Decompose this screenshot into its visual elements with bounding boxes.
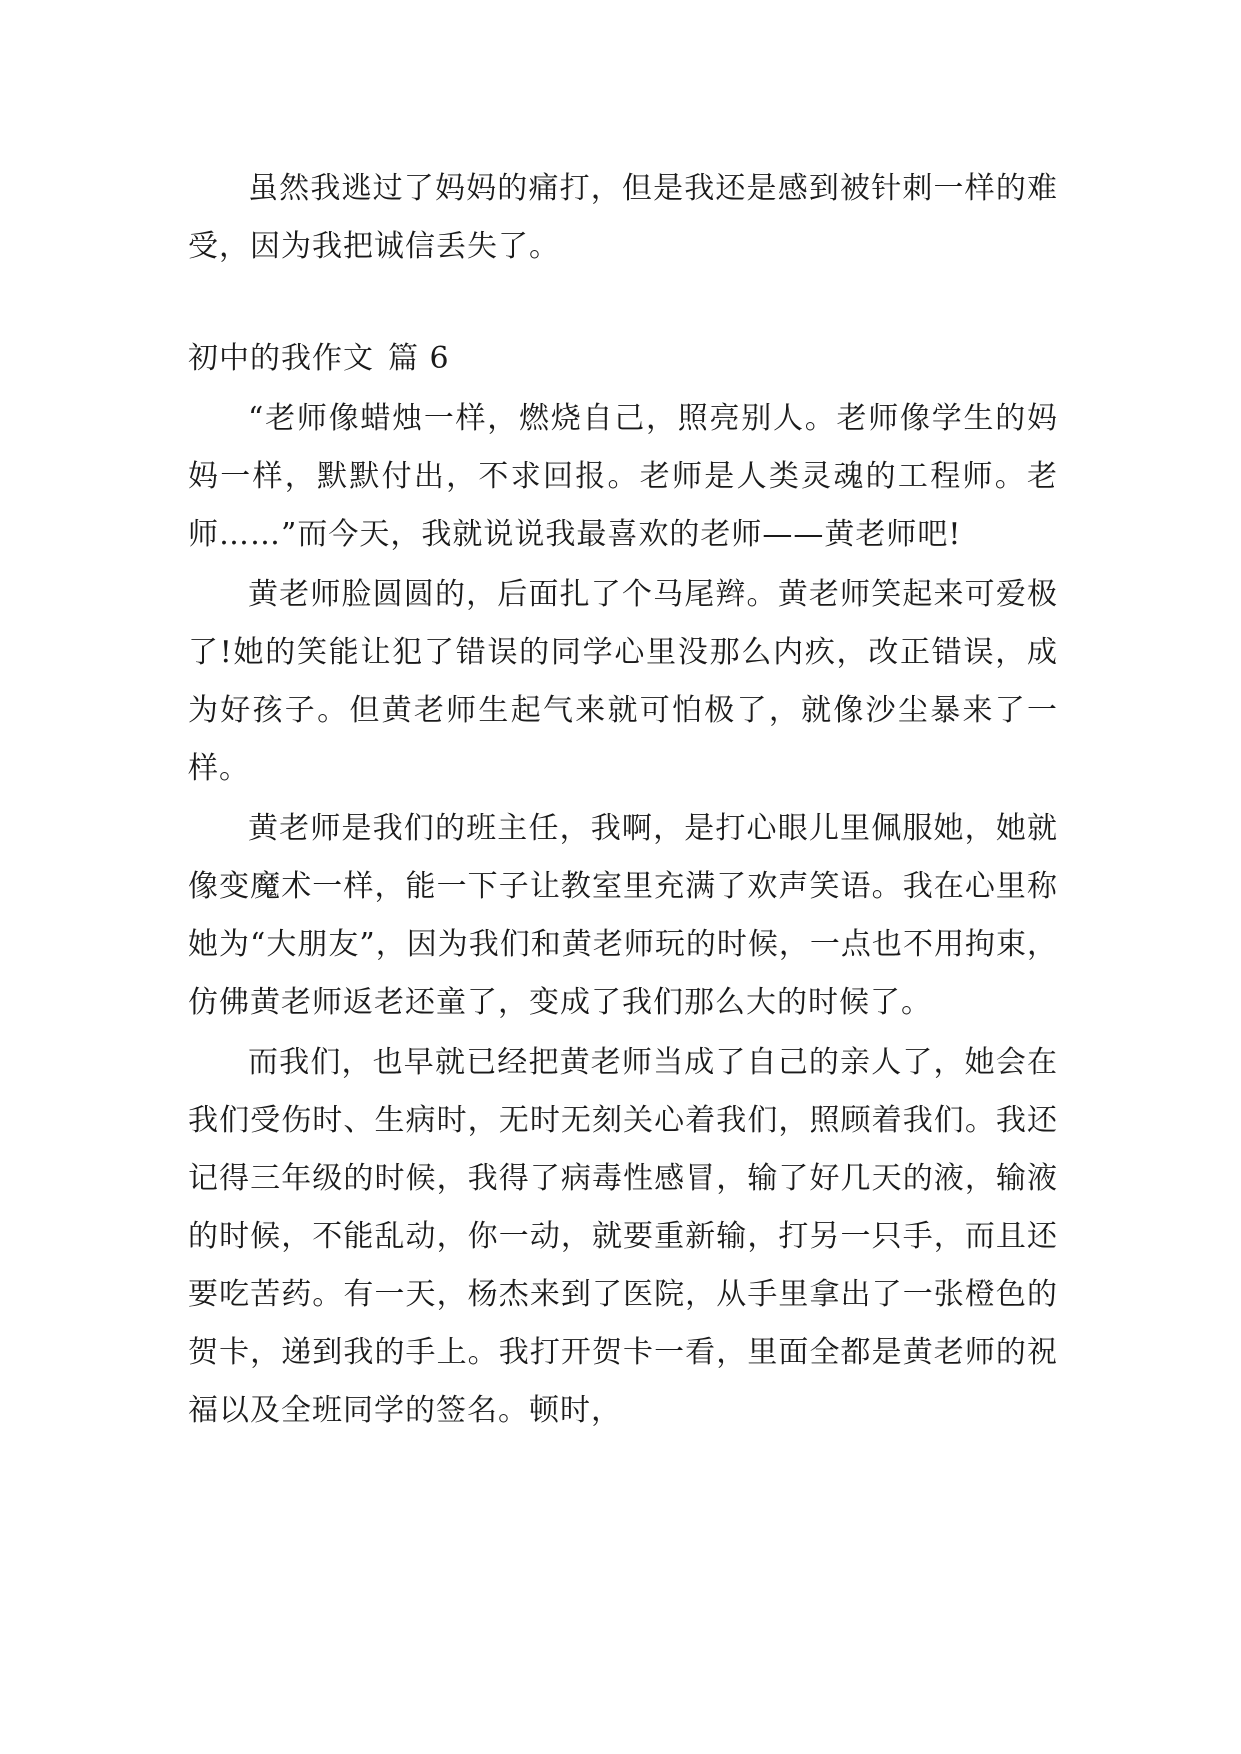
body-paragraph: 黄老师脸圆圆的，后面扎了个马尾辫。黄老师笑起来可爱极了!她的笑能让犯了错误的同学心里没那么内疚，改正错误，成为好孩子。但黄老师生起气来就可怕极了，就像沙尘暴来了一样。	[188, 577, 1058, 786]
section-heading	[188, 330, 1058, 388]
body-paragraph: “老师像蜡烛一样，燃烧自己，照亮别人。老师像学生的妈妈一样，默默付出，不求回报。老师是人类灵魂的工程师。老师……”而今天，我就说说我最喜欢的老师——黄老师吧!	[188, 401, 1058, 552]
body-paragraph: 黄老师是我们的班主任，我啊，是打心眼儿里佩服她，她就像变魔术一样，能一下子让教室里充满了欢声笑语。我在心里称她为“大朋友”，因为我们和黄老师玩的时候，一点也不用拘束，仿佛黄老师返老还童了，变成了我们那么大的时候了。	[188, 811, 1058, 1020]
intro-paragraph: 虽然我逃过了妈妈的痛打，但是我还是感到被针刺一样的难受，因为我把诚信丢失了。	[188, 171, 1058, 264]
document-body	[188, 160, 1058, 1440]
body-paragraph: 而我们，也早就已经把黄老师当成了自己的亲人了，她会在我们受伤时、生病时，无时无刻关心着我们，照顾着我们。我还记得三年级的时候，我得了病毒性感冒，输了好几天的液，输液的时候，不能乱动，你一动，就要重新输，打另一只手，而且还要吃苦药。有一天，杨杰来到了医院，从手里拿出了一张橙色的贺卡，递到我的手上。我打开贺卡一看，里面全都是黄老师的祝福以及全班同学的签名。顿时，	[188, 1045, 1058, 1428]
section-number: 篇 6	[388, 341, 450, 376]
section-title: 初中的我作文	[188, 341, 374, 376]
